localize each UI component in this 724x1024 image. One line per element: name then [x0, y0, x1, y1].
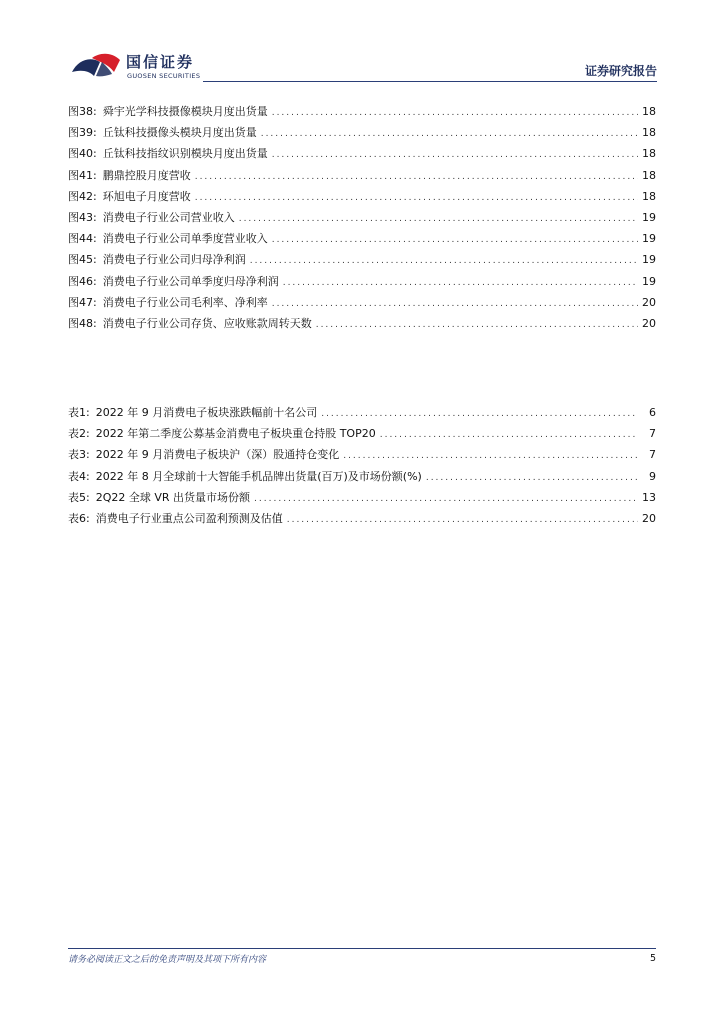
entry-title: 丘钛科技摄像头模块月度出货量: [102, 126, 257, 140]
entry-page: 19: [642, 232, 656, 246]
entry-title: 2022 年 8 月全球前十大智能手机品牌出货量(百万)及市场份额(%): [95, 469, 422, 483]
entry-page: 13: [642, 490, 656, 504]
entry-title: 鹏鼎控股月度营收: [102, 168, 191, 182]
dot-leader: [321, 404, 638, 425]
entry-title: 2022 年 9 月消费电子板块涨跌幅前十名公司: [95, 406, 318, 419]
entry-title: 2022 年第二季度公募基金消费电子板块重仓持股 TOP20: [95, 427, 376, 441]
entry-label: 表1:: [68, 406, 90, 419]
figure-toc-entry[interactable]: [68, 313, 656, 334]
figure-toc-entry[interactable]: [68, 249, 656, 270]
entry-page: 19: [642, 274, 656, 288]
entry-title: 消费电子行业公司归母净利润: [102, 253, 246, 267]
guosen-logo-icon: [70, 50, 124, 82]
entry-page: 19: [642, 253, 656, 267]
entry-label: 表3:: [68, 448, 90, 462]
entry-label: 表2:: [68, 427, 90, 441]
dot-leader: [283, 273, 638, 294]
entry-label: 图43:: [68, 210, 97, 224]
dot-leader: [250, 251, 638, 272]
dot-leader: [343, 446, 638, 467]
entry-label: 图38:: [68, 105, 97, 118]
entry-page: 7: [649, 427, 656, 441]
figure-toc-entry[interactable]: [68, 228, 656, 249]
entry-page: 18: [642, 189, 656, 203]
table-toc-entry[interactable]: [68, 402, 656, 423]
table-toc-entry[interactable]: [68, 423, 656, 444]
dot-leader: [195, 188, 638, 209]
brand-name-cn: 国信证券: [126, 53, 195, 71]
entry-label: 图45:: [68, 253, 97, 267]
entry-label: 图39:: [68, 126, 97, 140]
entry-label: 图40:: [68, 147, 97, 161]
entry-title: 丘钛科技指纹识别模块月度出货量: [102, 147, 268, 161]
figure-toc-entry[interactable]: [68, 165, 656, 186]
entry-label: 图48:: [68, 316, 97, 330]
entry-label: 图44:: [68, 232, 97, 246]
entry-title: 2022 年 9 月消费电子板块沪（深）股通持仓变化: [95, 448, 340, 462]
entry-label: 图42:: [68, 189, 97, 203]
table-toc-entry[interactable]: [68, 466, 656, 487]
guosen-logo: [70, 50, 220, 84]
dot-leader: [287, 510, 638, 531]
dot-leader: [316, 315, 638, 336]
entry-title: 2Q22 全球 VR 出货量市场份额: [95, 490, 251, 504]
entry-page: 20: [642, 511, 656, 525]
entry-label: 图41:: [68, 168, 97, 182]
figure-list: [68, 101, 656, 334]
entry-page: 20: [642, 295, 656, 309]
entry-title: 环旭电子月度营收: [102, 189, 191, 203]
header-divider: [203, 81, 657, 82]
report-type: 证券研究报告: [584, 64, 657, 78]
entry-page: 18: [642, 168, 656, 182]
entry-title: 消费电子行业重点公司盈利预测及估值: [95, 511, 283, 525]
entry-title: 消费电子行业公司营业收入: [102, 210, 235, 224]
dot-leader: [380, 425, 638, 446]
figure-toc-entry[interactable]: [68, 101, 656, 122]
entry-title: 消费电子行业公司单季度营业收入: [102, 232, 268, 246]
dot-leader: [272, 230, 638, 251]
page-header: [0, 0, 724, 90]
entry-title: 舜宇光学科技摄像模块月度出货量: [102, 105, 268, 118]
entry-page: 18: [642, 147, 656, 161]
entry-label: 图47:: [68, 295, 97, 309]
dot-leader: [272, 294, 638, 315]
table-toc-entry[interactable]: [68, 444, 656, 465]
figure-toc-entry[interactable]: [68, 143, 656, 164]
table-toc-entry[interactable]: [68, 508, 656, 529]
dot-leader: [254, 489, 638, 510]
entry-label: 表4:: [68, 469, 90, 483]
dot-leader: [239, 209, 638, 230]
entry-label: 表5:: [68, 490, 90, 504]
entry-page: 7: [649, 448, 656, 462]
entry-page: 19: [642, 210, 656, 224]
figure-toc-entry[interactable]: [68, 207, 656, 228]
entry-title: 消费电子行业公司单季度归母净利润: [102, 274, 279, 288]
table-toc-entry[interactable]: [68, 487, 656, 508]
dot-leader: [195, 167, 638, 188]
entry-title: 消费电子行业公司毛利率、净利率: [102, 295, 268, 309]
page-number: 5: [649, 953, 656, 964]
entry-page: 18: [642, 105, 656, 118]
entry-page: 18: [642, 126, 656, 140]
table-list: [68, 402, 656, 529]
brand-name-en: GUOSEN SECURITIES: [127, 72, 201, 80]
dot-leader: [272, 145, 638, 166]
entry-page: 6: [649, 406, 656, 419]
entry-title: 消费电子行业公司存货、应收账款周转天数: [102, 316, 312, 330]
entry-page: 20: [642, 316, 656, 330]
entry-label: 图46:: [68, 274, 97, 288]
figure-toc-entry[interactable]: [68, 186, 656, 207]
dot-leader: [426, 468, 638, 489]
figure-toc-entry[interactable]: [68, 292, 656, 313]
dot-leader: [272, 103, 638, 124]
entry-page: 9: [649, 469, 656, 483]
entry-label: 表6:: [68, 511, 90, 525]
footer-divider: [68, 948, 656, 949]
figure-toc-entry[interactable]: [68, 122, 656, 143]
dot-leader: [261, 124, 638, 145]
disclaimer-note: 请务必阅读正文之后的免责声明及其项下所有内容: [68, 955, 267, 965]
figure-toc-entry[interactable]: [68, 271, 656, 292]
